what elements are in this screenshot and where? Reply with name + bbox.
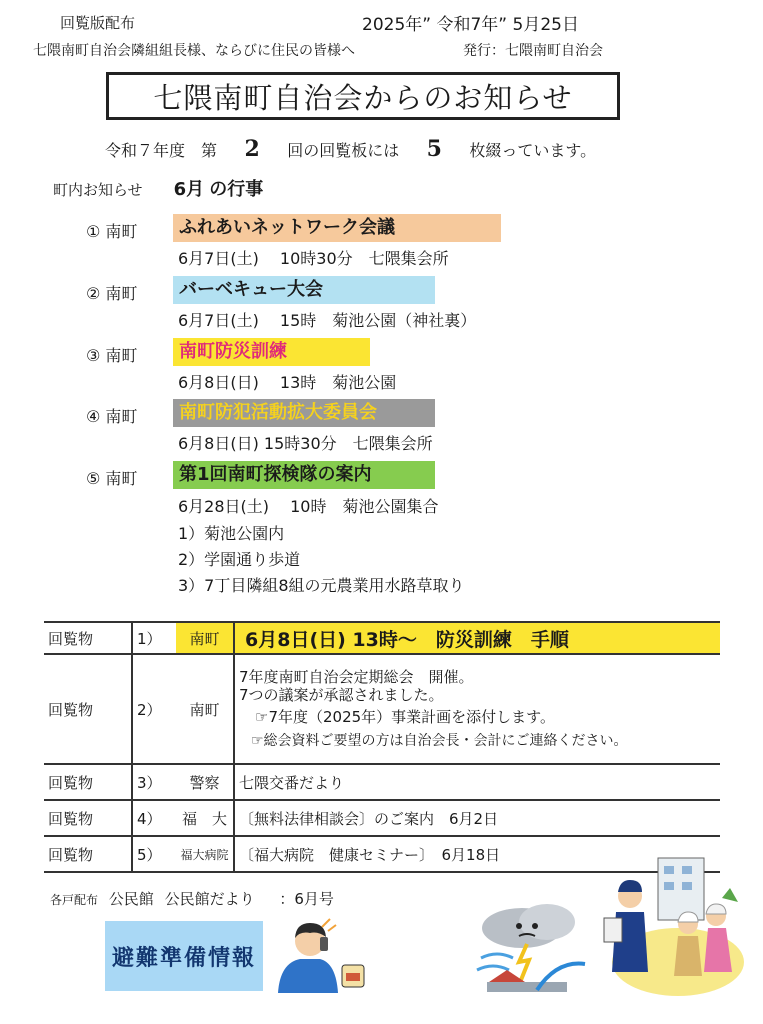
circular-number: 3）: [132, 764, 176, 800]
footer-distribution: 各戸配布: [50, 893, 99, 907]
event-title: 第1回南町探検隊の案内: [173, 461, 435, 489]
event-detail: 6月8日(日) 15時30分 七隈集会所: [178, 434, 433, 453]
event-title: 南町防犯活動拡大委員会: [173, 399, 435, 427]
footer-line: [50, 888, 334, 909]
event-detail: 6月7日(土) 10時30分 七隈集会所: [178, 249, 449, 268]
circular-source: 福 大: [176, 800, 234, 836]
circular-number: 4）: [132, 800, 176, 836]
content-line: ☞総会資料ご要望の方は自治会長・会計にご連絡ください。: [251, 733, 628, 749]
circulars-table: [44, 621, 720, 873]
circular-source: 南町: [176, 654, 234, 764]
circular-content: 〔無料法律相談会〕のご案内 6月2日: [234, 800, 720, 836]
circular-number: 5）: [132, 836, 176, 872]
content-line: ☞7年度（2025年）事業計画を添付します。: [255, 708, 555, 726]
event-title: バーベキュー大会: [173, 276, 435, 304]
circular-source: 南町: [176, 622, 234, 654]
circular-content: 〔福大病院 健康セミナー〕 6月18日: [234, 836, 720, 872]
summary-prefix: 令和７年度 第: [105, 141, 218, 160]
circular-content: [234, 654, 720, 764]
event-number: ② 南町: [86, 284, 138, 303]
page-title: 七隈南町自治会からのお知らせ: [106, 72, 620, 120]
events-heading-label: 町内お知らせ: [53, 181, 143, 199]
footer-issue: ：6月号: [279, 890, 334, 908]
issue-date: 2025年” 令和7年” 5月25日: [362, 15, 579, 35]
event-subitem: 2）学園通り歩道: [178, 550, 301, 569]
summary-line: [105, 136, 596, 162]
event-number: ④ 南町: [86, 407, 138, 426]
events-heading-suffix: の行事: [209, 179, 264, 200]
storm-weather-icon: [467, 900, 597, 995]
circular-label: 回覧物: [44, 654, 132, 764]
circular-number: 2）: [132, 654, 176, 764]
event-detail: 6月7日(土) 15時 菊池公園（神社裏）: [178, 311, 477, 330]
table-row: [44, 764, 720, 800]
event-subitem: 1）菊池公園内: [178, 524, 285, 543]
events-heading: [53, 175, 263, 201]
circular-source: 福大病院: [176, 836, 234, 872]
page-count: 5: [426, 136, 442, 162]
issue-number: 2: [244, 136, 260, 162]
circular-content: 七隈交番だより: [234, 764, 720, 800]
person-phone-icon: [270, 913, 370, 993]
circular-label: 回覧物: [44, 622, 132, 654]
circular-label: 回覧物: [44, 764, 132, 800]
circular-label: 回覧物: [44, 800, 132, 836]
footer-source: 公民館: [108, 890, 154, 908]
table-row: [44, 654, 720, 764]
event-number: ⑤ 南町: [86, 469, 138, 488]
content-line: 7つの議案が承認されました。: [239, 686, 444, 704]
circular-source: 警察: [176, 764, 234, 800]
table-row: [44, 800, 720, 836]
circular-content: 6月8日(日) 13時～ 防災訓練 手順: [234, 622, 720, 654]
event-detail: 6月28日(土) 10時 菊池公園集合: [178, 497, 439, 516]
summary-suffix: 枚綴っています。: [469, 141, 597, 160]
evacuation-banner: 避難準備情報: [105, 921, 263, 991]
footer-item: 公民館だより: [164, 890, 255, 908]
content-line: 7年度南町自治会定期総会 開催。: [239, 668, 474, 686]
event-number: ③ 南町: [86, 346, 138, 365]
addressee: 七隈南町自治会隣組組長様、ならびに住民の皆様へ: [33, 43, 355, 59]
event-detail: 6月8日(日) 13時 菊池公園: [178, 373, 397, 392]
event-title: 南町防災訓練: [173, 338, 370, 366]
event-subitem: 3）7丁目隣組8組の元農業用水路草取り: [178, 576, 465, 595]
circular-number: 1）: [132, 622, 176, 654]
circular-label: 回覧物: [44, 836, 132, 872]
evacuation-people-icon: [598, 852, 748, 997]
circulation-label: 回覧版配布: [60, 14, 136, 32]
table-row: [44, 622, 720, 654]
issuer: 発行：七隈南町自治会: [463, 43, 603, 59]
event-title: ふれあいネットワーク会議: [173, 214, 501, 242]
event-number: ① 南町: [86, 222, 138, 241]
summary-middle: 回の回覧板には: [287, 141, 400, 160]
events-month: 6月: [173, 179, 205, 200]
